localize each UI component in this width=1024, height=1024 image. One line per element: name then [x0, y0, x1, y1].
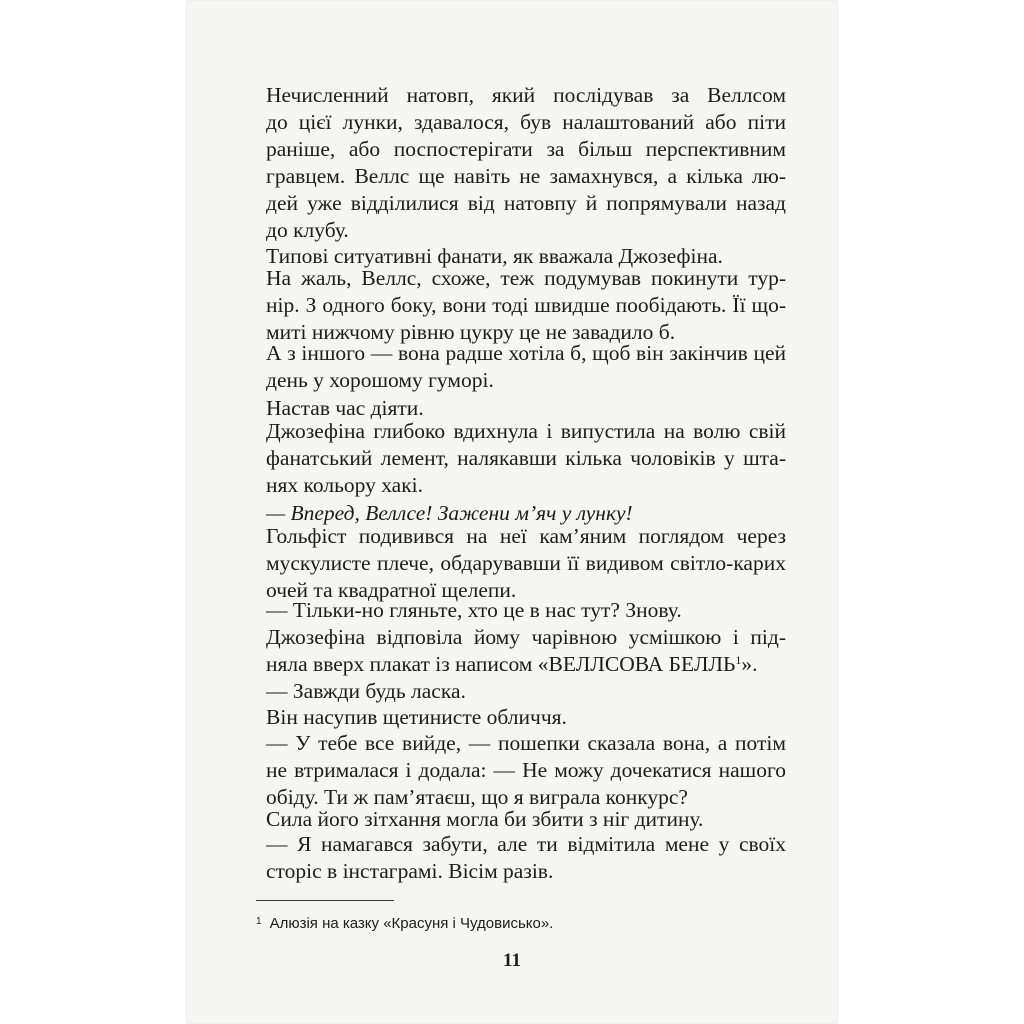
footnote — [256, 912, 553, 934]
text-line: А з іншого — вона радше хотіла б, щоб він закінчив цей — [266, 341, 786, 365]
footnote-ref: 1 — [735, 653, 742, 667]
text-line: Джозефіна глибоко вдихнула і випустила на волю свій — [266, 419, 786, 443]
book-page — [186, 0, 838, 1024]
text-line: — Тільки-но гляньте, хто це в нас тут? Знову. — [266, 598, 682, 622]
text-line: нір. З одного боку, вони тоді швидше пообідають. Її що- — [266, 293, 786, 317]
footnote-text: Алюзія на казку «Красуня і Чудовисько». — [269, 915, 554, 932]
text-line: мускулисте плече, обдарувавши її видивом світло-карих — [266, 551, 786, 575]
paragraph — [266, 704, 786, 731]
text-line: — У тебе все вийде, — пошепки сказала вона, а потім — [266, 731, 786, 755]
text-line: обіду. Ти ж пам’ятаєш, що я виграла конкурс? — [266, 785, 688, 809]
text-line: до цієї лунки, здавалося, був налаштований або піти — [266, 110, 786, 134]
paragraph — [266, 418, 786, 499]
text-line: — Вперед, Веллсе! Зажени м’яч у лунку! — [266, 501, 633, 525]
paragraph — [266, 730, 786, 811]
text-line: На жаль, Веллс, схоже, теж подумував покинути тур- — [266, 266, 786, 290]
footnote-divider — [256, 900, 394, 901]
text-line: гравцем. Веллс ще навіть не замахнувся, а кілька лю- — [266, 164, 786, 188]
paragraph — [266, 597, 786, 624]
paragraph — [266, 340, 786, 394]
text-line: — Завжди будь ласка. — [266, 679, 466, 703]
text-line: сторіс в інстаграмі. Вісім разів. — [266, 859, 554, 883]
text-line — [266, 651, 786, 678]
text-line: Сила його зітхання могла би збити з ніг дитину. — [266, 807, 704, 831]
text-line: Гольфіст подивився на неї кам’яним поглядом через — [266, 524, 786, 548]
paragraph — [266, 678, 786, 705]
paragraph — [266, 624, 786, 678]
text-line: Він насупив щетинисте обличчя. — [266, 705, 567, 729]
text-line: раніше, або поспостерігати за більш перспективним — [266, 137, 786, 161]
paragraph — [266, 523, 786, 604]
text-line: фанатський лемент, налякавши кілька чоловіків у шта- — [266, 446, 786, 470]
text-line: Типові ситуативні фанати, як вважала Джозефіна. — [266, 244, 723, 268]
text-line: очей та квадратної щелепи. — [266, 578, 517, 602]
footnote-marker: 1 — [256, 916, 262, 927]
text-line: миті нижчому рівню цукру це не завадило б. — [266, 320, 676, 344]
text-segment: няла вверх плакат із написом «ВЕЛЛСОВА БЕЛЛЬ — [266, 652, 736, 676]
text-line: нях кольору хакі. — [266, 473, 424, 497]
text-line: день у хорошому гуморі. — [266, 368, 494, 392]
text-line: до клубу. — [266, 218, 349, 242]
text-line: Джозефіна відповіла йому чарівною усмішкою і під- — [266, 625, 786, 649]
paragraph — [266, 82, 786, 244]
text-line: дей уже відділилися від натовпу й попрямували назад — [266, 191, 786, 215]
paragraph — [266, 806, 786, 833]
page-number: 11 — [503, 950, 521, 971]
text-segment: ». — [741, 652, 758, 676]
paragraph — [266, 265, 786, 346]
text-line: — Я намагався забути, але ти відмітила мене у своїх — [266, 832, 786, 856]
text-line: Нечисленний натовп, який послідував за Веллсом — [266, 83, 786, 107]
text-line: не втрималася і додала: — Не можу дочекатися нашого — [266, 758, 786, 782]
paragraph — [266, 831, 786, 885]
text-line: Настав час діяти. — [266, 396, 424, 420]
